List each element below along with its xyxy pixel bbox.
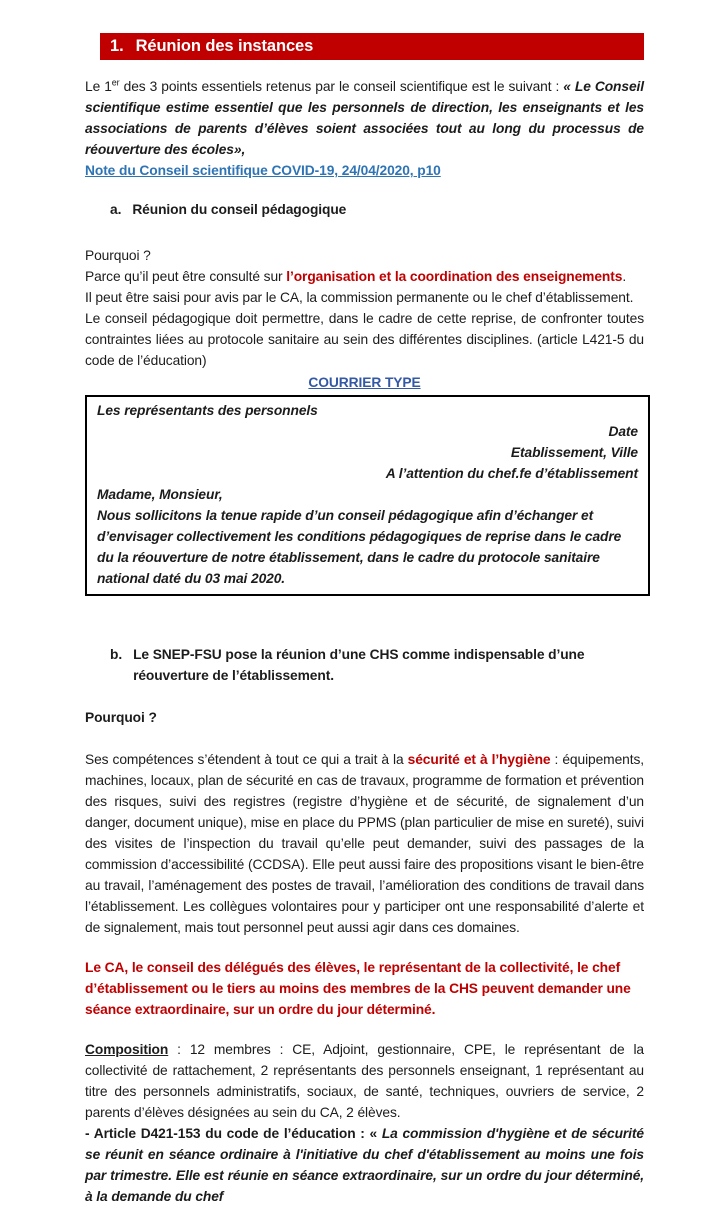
section-a-heading-text: Réunion du conseil pédagogique bbox=[132, 202, 347, 217]
section-a-body bbox=[85, 245, 644, 371]
intro-paragraph bbox=[85, 76, 644, 160]
competences-paragraph bbox=[85, 749, 644, 938]
section-a-marker: a. bbox=[110, 202, 122, 217]
letter-box bbox=[85, 395, 650, 596]
letter-date: Date bbox=[608, 424, 638, 439]
section-b-marker: b. bbox=[110, 647, 123, 662]
why-label-b: Pourquoi ? bbox=[85, 710, 157, 725]
source-link[interactable]: Note du Conseil scientifique COVID-19, 24/04/2020, p10 bbox=[85, 163, 441, 178]
section-b-heading bbox=[85, 644, 644, 686]
courrier-type-text: COURRIER TYPE bbox=[308, 375, 421, 390]
competences-text-end: : équipements, machines, locaux, plan de sécurité en cas de travaux, programme de formation et prévention des risques, suivi des registres (registre d’hygiène et de sécurité, de signalement d’un danger, document unique), mise en place du PPMS (plan particulier de mise en sureté), suivi des visites de l’inspection du travail qu’elle peut demander, suivi des passages de la commission d’accessibilité (CCDSA). Elle peut aussi faire des propositions visant le bien-être au travail, l’aménagement des postes de travail, l’amélioration des conditions de travail dans l’établissement. Les collègues volontaires pour y participer ont une responsabilité d’alerte et de signalement, mais tout personnel peut aussi agir dans ces domaines. bbox=[85, 752, 644, 935]
letter-attention: A l’attention du chef.fe d’établissement bbox=[385, 466, 638, 481]
consulte-line bbox=[85, 266, 644, 287]
article-label: - Article D421-153 du code de l’éducation bbox=[85, 1126, 356, 1141]
composition-label: Composition bbox=[85, 1042, 169, 1057]
consulte-text-end: . bbox=[622, 269, 627, 284]
intro-text-mid: des 3 points essentiels retenus par le conseil scientifique est le suivant : bbox=[119, 79, 564, 94]
composition-paragraph bbox=[85, 1039, 644, 1123]
letter-body: Nous sollicitons la tenue rapide d’un conseil pédagogique afin d’échanger et d’envisager collectivement les conditions pédagogiques de reprise dans le cadre du la réouverture de notre établissement, dans le cadre du protocole sanitaire national daté du 03 mai 2020. bbox=[97, 508, 622, 586]
consulte-text-start: Parce qu’il peut être consulté sur bbox=[85, 269, 287, 284]
banner-title: Réunion des instances bbox=[135, 37, 314, 55]
article-quote: La commission d'hygiène et de sécurité se réunit en séance ordinaire à l'initiative du chef d'établissement au moins une fois par trimestre. Elle est réunie en séance extraordinaire, sur un ordre du jour déterminé, à la demande du chef bbox=[85, 1126, 644, 1204]
saisi-line: Il peut être saisi pour avis par le CA, la commission permanente ou le chef d’établissement. bbox=[85, 290, 634, 305]
competences-text-start: Ses compétences s’étendent à tout ce qui a trait à la bbox=[85, 752, 408, 767]
ca-notice: Le CA, le conseil des délégués des élèves, le représentant de la collectivité, le chef d’établissement ou le tiers au moins des membres de la CHS peuvent demander une séance extraordinaire, sur un ordre du jour déterminé. bbox=[85, 960, 631, 1017]
section-a-heading bbox=[85, 199, 644, 220]
letter-from: Les représentants des personnels bbox=[97, 403, 318, 418]
competences-red-text: sécurité et à l’hygiène bbox=[407, 752, 551, 767]
section-b-heading-text: Le SNEP-FSU pose la réunion d’une CHS comme indispensable d’une réouverture de l’établissement. bbox=[133, 647, 585, 683]
letter-salutation: Madame, Monsieur, bbox=[97, 487, 223, 502]
intro-text-start: Le 1 bbox=[85, 79, 112, 94]
composition-text: : 12 membres : CE, Adjoint, gestionnaire, CPE, le représentant de la collectivité de rattachement, 2 représentants des personnels enseignant, 1 représentant au titre des personnels administratifs, sociaux, de santé, techniques, ouvriers de service, 2 parents d’élèves désignées au sein du CA, 2 élèves. bbox=[85, 1042, 644, 1120]
letter-place: Etablissement, Ville bbox=[510, 445, 638, 460]
article-separator: : « bbox=[355, 1126, 382, 1141]
ordinal-superscript: er bbox=[111, 77, 120, 88]
conseil-line: Le conseil pédagogique doit permettre, dans le cadre de cette reprise, de confronter toutes contraintes liées au protocole sanitaire au sein des différentes disciplines. (article L421-5 du code de l’éducation) bbox=[85, 311, 644, 368]
banner-number: 1. bbox=[110, 37, 124, 55]
consulte-red-text: l’organisation et la coordination des enseignements bbox=[286, 269, 623, 284]
courrier-type-label bbox=[85, 372, 644, 393]
why-label-a: Pourquoi ? bbox=[85, 248, 151, 263]
article-paragraph bbox=[85, 1123, 644, 1207]
title-banner bbox=[100, 33, 644, 60]
intro-quote: « Le Conseil scientifique estime essentiel que les personnels de direction, les enseignants et les associations de parents d’élèves soient associées tout au long du processus de réouverture des écoles», bbox=[85, 79, 644, 157]
